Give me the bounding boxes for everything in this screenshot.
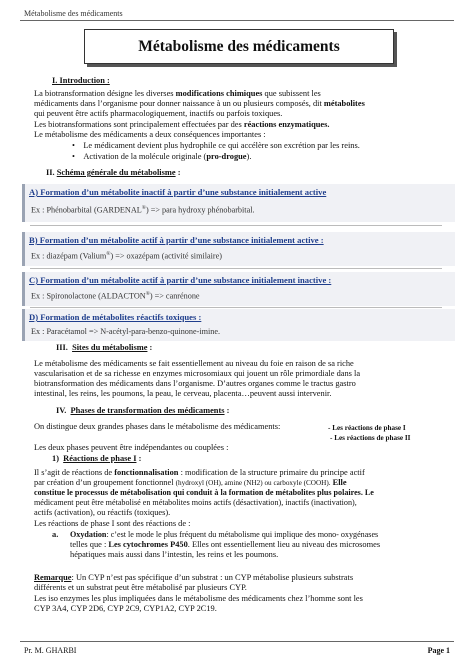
phase-1-subheading (52, 454, 141, 464)
oxidation-text: . Elles ont essentiellement lieu au niveau des microsomes (187, 540, 381, 549)
phases-intro: On distingue deux grandes phases dans le métabolisme des médicaments: (34, 422, 281, 431)
section-2-heading-text: Schéma générale du métabolisme (56, 168, 176, 177)
footer-rule (20, 641, 454, 642)
scheme-box-c-title: C) Formation d’un métabolite actif à partir d’une substance initialement inactive : (29, 275, 332, 285)
page-title: Métabolisme des médicaments (84, 29, 394, 64)
bullet-item-2 (72, 152, 251, 162)
intro-emphasis: modifications chimiques (175, 89, 263, 98)
bullet-icon: • (72, 141, 84, 150)
oxidation-line-2 (70, 540, 380, 550)
intro-text: Les biotransformations sont principalement effectuées par des (34, 120, 244, 129)
section-4-colon: : (224, 406, 230, 415)
footer-author: Pr. M. GHARBI (24, 646, 77, 655)
running-header: Métabolisme des médicaments (24, 9, 123, 18)
example-text: Ex : Phénobarbital (GARDENAL (31, 205, 142, 215)
phase1-emphasis: Elle (330, 478, 347, 487)
intro-line-1 (34, 89, 321, 99)
phase1-text: : modification de la structure primaire du principe actif (178, 468, 365, 477)
section-4-number: IV. (56, 406, 67, 415)
page-number: Page 1 (427, 646, 450, 655)
oxidation-line-1 (70, 530, 378, 540)
bullet-emphasis: pro-drogue (206, 152, 247, 161)
section-4-heading-text: Phases de transformation des médicaments (70, 406, 225, 415)
registered-mark: ® (106, 251, 111, 257)
remark-line-1 (34, 573, 353, 583)
sub-heading-colon: : (136, 454, 142, 463)
example-text: ) => para hydroxy phénobarbital. (145, 205, 255, 215)
intro-emphasis: réactions enzymatiques. (243, 120, 330, 129)
section-3-heading-text: Sites du métabolisme (72, 343, 148, 352)
section-3-colon: : (147, 343, 153, 352)
oxidation-term: Oxydation (70, 530, 107, 539)
scheme-box-b-title: B) Formation d’un métabolite actif à partir d’une substance initialement active : (29, 235, 324, 245)
section-2-heading (46, 168, 180, 178)
sites-line-3: biotransformation des médicaments dans l’organisme. D’autres organes comme le tractus gastro (34, 379, 356, 388)
scheme-box-c-example (31, 291, 200, 301)
intro-text: La biotransformation désigne les diverses (34, 89, 176, 98)
phase1-line-1 (34, 468, 365, 478)
phase1-groups: (hydroxyl (OH), amine (NH2) ou carboxyle (COOH). (175, 479, 331, 487)
phases-coupled: Les deux phases peuvent être indépendantes ou couplées : (34, 443, 229, 452)
scheme-box-a (22, 184, 455, 222)
example-text: Ex : Spironolactone (ALDACTON (31, 291, 146, 301)
sites-line-4: intestinal, les reins, les poumons, la peau, le cerveau, placenta…peuvent aussi intervenir. (34, 389, 332, 398)
scheme-box-d-example: Ex : Paracétamol => N-acétyl-para-benzo-quinone-imine. (31, 327, 221, 336)
bullet-icon: • (72, 152, 84, 161)
phase1-text: Il s’agit de réactions de (34, 468, 115, 477)
phase1-line-5: actifs (activation), ou réactifs (toxiques). (34, 508, 171, 517)
oxidation-line-3: hépatiques mais aussi dans l’intestin, les reins et les poumons. (70, 550, 279, 559)
scheme-box-b-example (31, 251, 222, 261)
scheme-box-b (22, 232, 455, 266)
remark-line-3: Les iso enzymes les plus impliquées dans le métabolisme des médicaments chez l’homme sont les (34, 594, 363, 603)
scheme-box-d (22, 309, 455, 341)
sub-number: 1) (52, 454, 59, 463)
scheme-box-a-example (31, 205, 255, 215)
remark-label: Remarque (34, 573, 72, 582)
sites-line-2: vascularisation et de sa richesse en enzymes microsomiaux qui jouent un rôle primordiale dans la (34, 369, 361, 378)
section-3-heading (56, 343, 152, 353)
intro-emphasis: métabolites (323, 99, 365, 108)
intro-line-5: Le métabolisme des médicaments a deux conséquences importantes : (34, 130, 266, 139)
example-text: ) => oxazépam (activité similaire) (110, 251, 222, 261)
section-1-heading (52, 76, 110, 86)
registered-mark: ® (141, 205, 146, 211)
divider (30, 225, 442, 226)
example-text: ) => canrénone (149, 291, 200, 301)
phase1-line-2 (34, 478, 347, 488)
header-rule (20, 20, 454, 21)
oxidation-emphasis: Les cytochromes P450 (108, 540, 188, 549)
bullet-text: ). (246, 152, 252, 161)
intro-line-2 (34, 99, 365, 109)
divider (30, 307, 442, 308)
scheme-box-a-title: A) Formation d’un métabolite inactif à partir d’une substance initialement active (29, 187, 327, 197)
intro-line-3: qui peuvent être actifs pharmacologiquement, inactifs ou parfois toxiques. (34, 109, 283, 118)
phase1-text: par création d’un groupement fonctionnel (34, 478, 176, 487)
scheme-box-d-title: D) Formation de métabolites réactifs toxiques : (29, 312, 202, 322)
sites-line-1: Le métabolisme des médicaments se fait essentiellement au niveau du foie en raison de sa riche (34, 359, 354, 368)
phase1-line-3: constitue le processus de métabolisation qui conduit à la formation de métabolites plus polaires. Le (34, 488, 374, 497)
intro-text: médicaments dans l’organisme pour donner naissance à un ou plusieurs composés, dit (34, 99, 324, 108)
phase1-emphasis: fonctionnalisation (114, 468, 179, 477)
section-2-colon: : (175, 168, 181, 177)
sub-heading-text: Réactions de phase I (63, 454, 137, 463)
bullet-item-1 (72, 141, 360, 151)
section-2-number: II. (46, 168, 55, 177)
divider (30, 268, 442, 269)
bullet-text: Le médicament devient plus hydrophile ce qui accélère son excrétion par les reins. (83, 141, 360, 150)
phase-2-label: - Les réactions de phase II (330, 434, 411, 442)
phase1-line-6: Les réactions de phase I sont des réactions de : (34, 519, 191, 528)
phase1-line-4: médicament peut être métabolisé en métabolites moins actifs (désactivation), inactifs (inactivation), (34, 498, 357, 507)
oxidation-text: : c’est le mode le plus fréquent du métabolisme qui implique des mono- oxygénases (106, 530, 379, 539)
registered-mark: ® (145, 291, 150, 297)
phase-1-label: - Les réactions de phase I (328, 424, 406, 432)
list-marker-a: a. (52, 530, 59, 539)
section-1-heading-text: I. Introduction : (52, 76, 110, 85)
remark-line-4: CYP 3A4, CYP 2D6, CYP 2C9, CYP1A2, CYP 2C19. (34, 604, 217, 613)
intro-text: que subissent les (262, 89, 321, 98)
section-4-heading (56, 406, 229, 416)
bullet-text: Activation de la molécule originale ( (83, 152, 207, 161)
intro-line-4 (34, 120, 329, 130)
oxidation-text: telles que : (70, 540, 109, 549)
scheme-box-c (22, 272, 455, 306)
section-3-number: III. (56, 343, 68, 352)
remark-line-2: différents et un substrat peut être métabolisé par plusieurs CYP. (34, 583, 247, 592)
remark-text: : Un CYP n’est pas spécifique d’un substrat : un CYP métabolise plusieurs substrats (71, 573, 354, 582)
example-text: Ex : diazépam (Valium (31, 251, 107, 261)
